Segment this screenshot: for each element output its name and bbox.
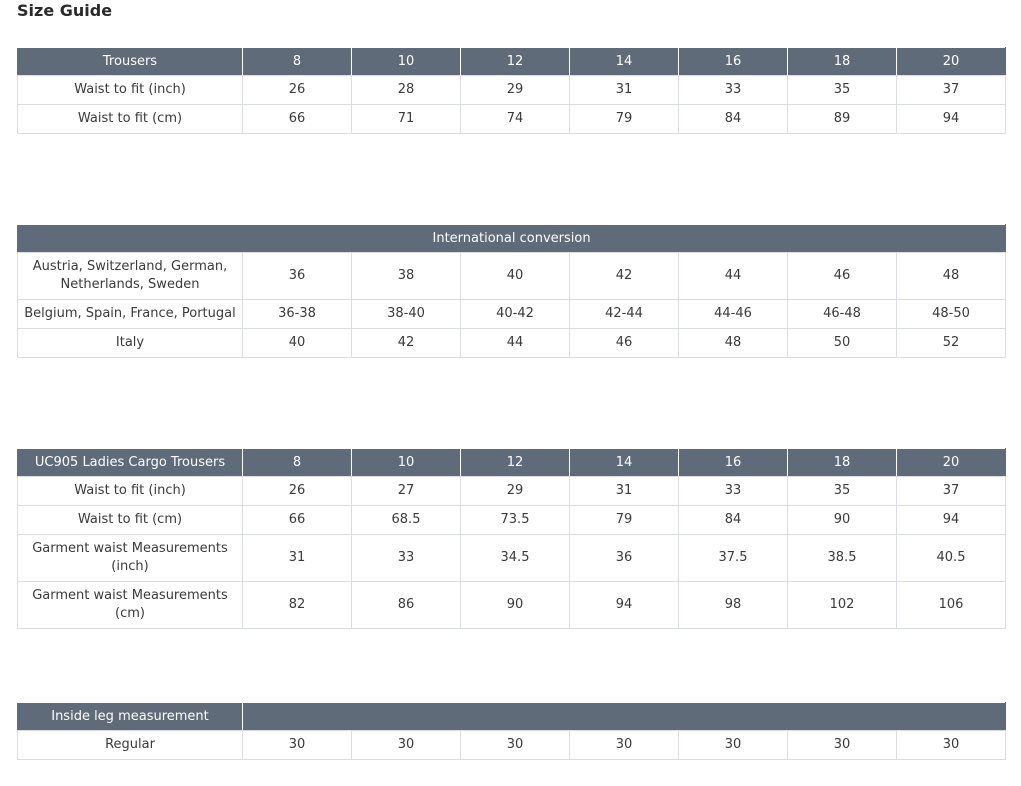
header-cell-size-18: 18 xyxy=(788,48,897,76)
row-label: Italy xyxy=(18,329,243,358)
table-cell: 30 xyxy=(679,731,788,760)
table-cell: 28 xyxy=(352,76,461,105)
table-cell: 73.5 xyxy=(461,506,570,535)
header-cell-size-14: 14 xyxy=(570,449,679,477)
table-cell: 30 xyxy=(570,731,679,760)
table-cell: 31 xyxy=(243,535,352,582)
table-cell: 66 xyxy=(243,105,352,134)
table-cell: 86 xyxy=(352,582,461,629)
inside-leg-table xyxy=(17,702,1006,760)
table-cell: 29 xyxy=(461,477,570,506)
table-cell: 36 xyxy=(243,253,352,300)
header-cell-size-16: 16 xyxy=(679,48,788,76)
table-header-row xyxy=(18,449,1006,477)
header-cell-inside-leg: Inside leg measurement xyxy=(18,703,243,731)
table-row xyxy=(18,76,1006,105)
table-cell: 66 xyxy=(243,506,352,535)
table-cell: 29 xyxy=(461,76,570,105)
table-cell: 44 xyxy=(461,329,570,358)
table-cell: 34.5 xyxy=(461,535,570,582)
table-row xyxy=(18,535,1006,582)
row-label: Garment waist Measurements (inch) xyxy=(18,535,243,582)
row-label: Regular xyxy=(18,731,243,760)
table-header-row xyxy=(18,703,1006,731)
table-cell: 36-38 xyxy=(243,300,352,329)
table-cell: 71 xyxy=(352,105,461,134)
table-cell: 37 xyxy=(897,76,1006,105)
trousers-size-table xyxy=(17,47,1006,134)
table-cell: 38.5 xyxy=(788,535,897,582)
table-cell: 94 xyxy=(897,105,1006,134)
table-cell: 40 xyxy=(243,329,352,358)
table-cell: 106 xyxy=(897,582,1006,629)
table-row xyxy=(18,253,1006,300)
table-cell: 46-48 xyxy=(788,300,897,329)
table-cell: 30 xyxy=(788,731,897,760)
table-cell: 48 xyxy=(679,329,788,358)
row-label: Waist to fit (inch) xyxy=(18,477,243,506)
header-cell-size-14: 14 xyxy=(570,48,679,76)
table-cell: 82 xyxy=(243,582,352,629)
header-cell-international-conversion: International conversion xyxy=(18,225,1006,253)
table-cell: 38 xyxy=(352,253,461,300)
header-cell-empty xyxy=(243,703,1006,731)
header-cell-size-12: 12 xyxy=(461,48,570,76)
cargo-trousers-size-table xyxy=(17,448,1006,629)
table-cell: 42 xyxy=(570,253,679,300)
header-cell-trousers: Trousers xyxy=(18,48,243,76)
table-cell: 33 xyxy=(352,535,461,582)
table-cell: 84 xyxy=(679,506,788,535)
table-row xyxy=(18,329,1006,358)
header-cell-size-10: 10 xyxy=(352,449,461,477)
row-label: Waist to fit (cm) xyxy=(18,105,243,134)
table-cell: 35 xyxy=(788,477,897,506)
table-cell: 35 xyxy=(788,76,897,105)
header-cell-size-8: 8 xyxy=(243,449,352,477)
header-cell-size-20: 20 xyxy=(897,48,1006,76)
table-cell: 27 xyxy=(352,477,461,506)
header-cell-size-20: 20 xyxy=(897,449,1006,477)
table-cell: 38-40 xyxy=(352,300,461,329)
header-cell-size-16: 16 xyxy=(679,449,788,477)
table-cell: 90 xyxy=(788,506,897,535)
table-cell: 30 xyxy=(461,731,570,760)
table-cell: 50 xyxy=(788,329,897,358)
table-row xyxy=(18,477,1006,506)
table-cell: 68.5 xyxy=(352,506,461,535)
table-cell: 90 xyxy=(461,582,570,629)
row-label: Garment waist Measurements (cm) xyxy=(18,582,243,629)
table-row xyxy=(18,582,1006,629)
row-label: Austria, Switzerland, German, Netherlands, Sweden xyxy=(18,253,243,300)
table-cell: 37.5 xyxy=(679,535,788,582)
row-label: Waist to fit (inch) xyxy=(18,76,243,105)
table-cell: 40.5 xyxy=(897,535,1006,582)
row-label: Waist to fit (cm) xyxy=(18,506,243,535)
table-row xyxy=(18,300,1006,329)
table-cell: 84 xyxy=(679,105,788,134)
table-cell: 46 xyxy=(570,329,679,358)
table-cell: 79 xyxy=(570,506,679,535)
table-cell: 98 xyxy=(679,582,788,629)
page-title: Size Guide xyxy=(17,1,113,20)
table-cell: 94 xyxy=(570,582,679,629)
table-cell: 102 xyxy=(788,582,897,629)
table-cell: 40-42 xyxy=(461,300,570,329)
table-header-row xyxy=(18,48,1006,76)
table-cell: 79 xyxy=(570,105,679,134)
table-row xyxy=(18,731,1006,760)
table-cell: 44-46 xyxy=(679,300,788,329)
table-cell: 36 xyxy=(570,535,679,582)
table-cell: 37 xyxy=(897,477,1006,506)
header-cell-size-12: 12 xyxy=(461,449,570,477)
header-cell-size-10: 10 xyxy=(352,48,461,76)
table-cell: 33 xyxy=(679,477,788,506)
table-cell: 33 xyxy=(679,76,788,105)
table-cell: 30 xyxy=(897,731,1006,760)
table-cell: 40 xyxy=(461,253,570,300)
table-header-row xyxy=(18,225,1006,253)
row-label: Belgium, Spain, France, Portugal xyxy=(18,300,243,329)
table-cell: 31 xyxy=(570,76,679,105)
table-cell: 89 xyxy=(788,105,897,134)
table-cell: 42 xyxy=(352,329,461,358)
table-cell: 42-44 xyxy=(570,300,679,329)
header-cell-size-18: 18 xyxy=(788,449,897,477)
table-cell: 31 xyxy=(570,477,679,506)
table-cell: 46 xyxy=(788,253,897,300)
header-cell-product-name: UC905 Ladies Cargo Trousers xyxy=(18,449,243,477)
table-cell: 44 xyxy=(679,253,788,300)
table-row xyxy=(18,506,1006,535)
header-cell-size-8: 8 xyxy=(243,48,352,76)
table-cell: 26 xyxy=(243,76,352,105)
table-cell: 30 xyxy=(243,731,352,760)
table-cell: 52 xyxy=(897,329,1006,358)
international-conversion-table xyxy=(17,224,1006,358)
table-cell: 94 xyxy=(897,506,1006,535)
table-cell: 74 xyxy=(461,105,570,134)
table-cell: 26 xyxy=(243,477,352,506)
table-cell: 30 xyxy=(352,731,461,760)
table-cell: 48 xyxy=(897,253,1006,300)
table-cell: 48-50 xyxy=(897,300,1006,329)
table-row xyxy=(18,105,1006,134)
